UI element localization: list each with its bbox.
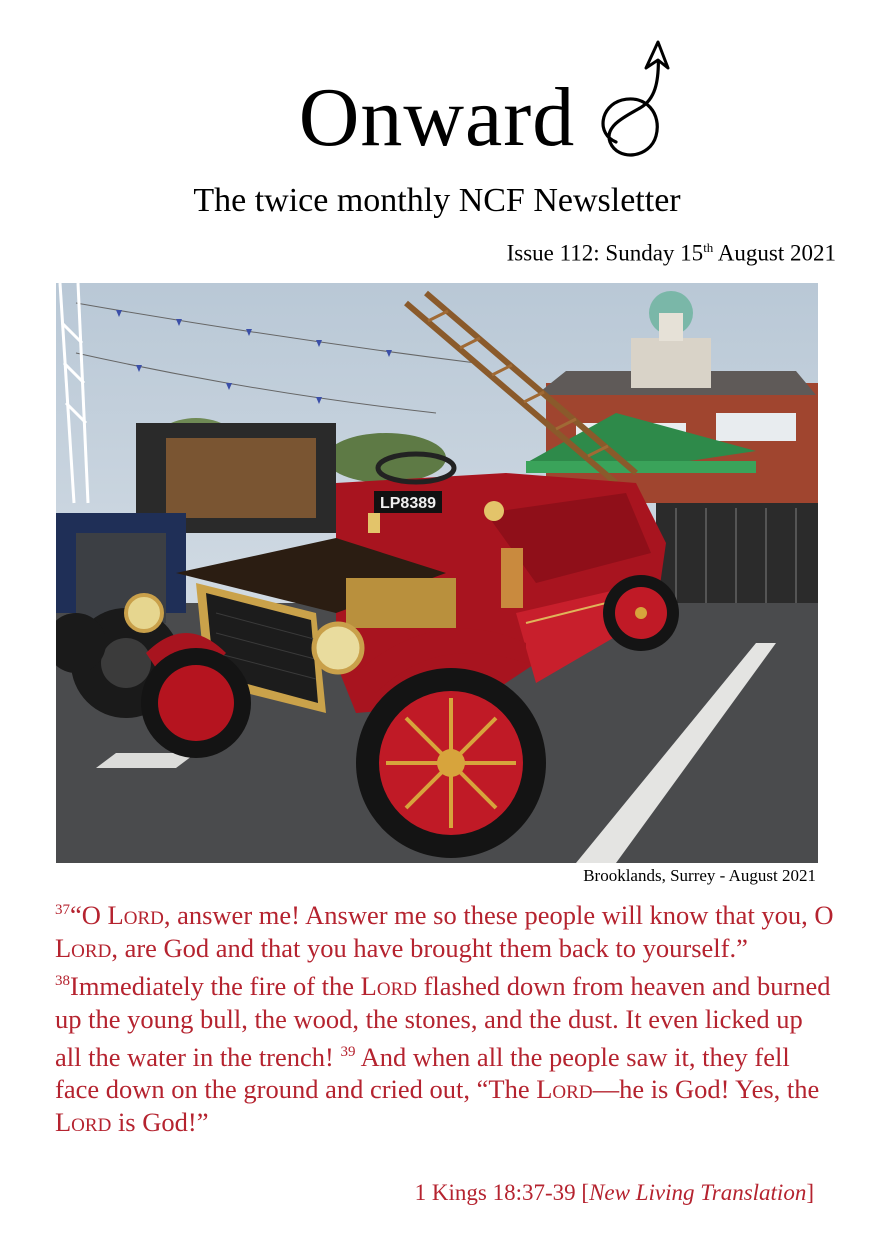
issue-line: Issue 112: Sunday 15th August 2021 [506, 240, 836, 266]
cover-photo [56, 283, 818, 863]
newsletter-title: Onward [298, 71, 576, 164]
scripture-passage: $^{37}$“O Lord, answer me! Answer me so these people will know that you, O Lord, are God and that you have brought them back to yourself.” $^{38}$Immediately the fire of the Lord flashed down from heaven and burned up the young bull, the wood, the stones, and the dust. It even licked up all the water in the trench! $^{39}$ And when all the people saw it, they fell face down on the ground and cried out, “The Lord—he is God! Yes, the Lord is God!” [55, 899, 834, 1138]
arrow-swirl-logo-icon [596, 38, 676, 168]
number-plate: LP8389 [379, 495, 437, 512]
fire-engine-illustration [56, 283, 818, 863]
masthead [0, 72, 874, 164]
newsletter-subtitle: The twice monthly NCF Newsletter [193, 182, 681, 219]
scripture-reference: 1 Kings 18:37-39 [New Living Translation] [414, 1180, 814, 1205]
photo-caption: Brooklands, Surrey - August 2021 [583, 866, 816, 885]
